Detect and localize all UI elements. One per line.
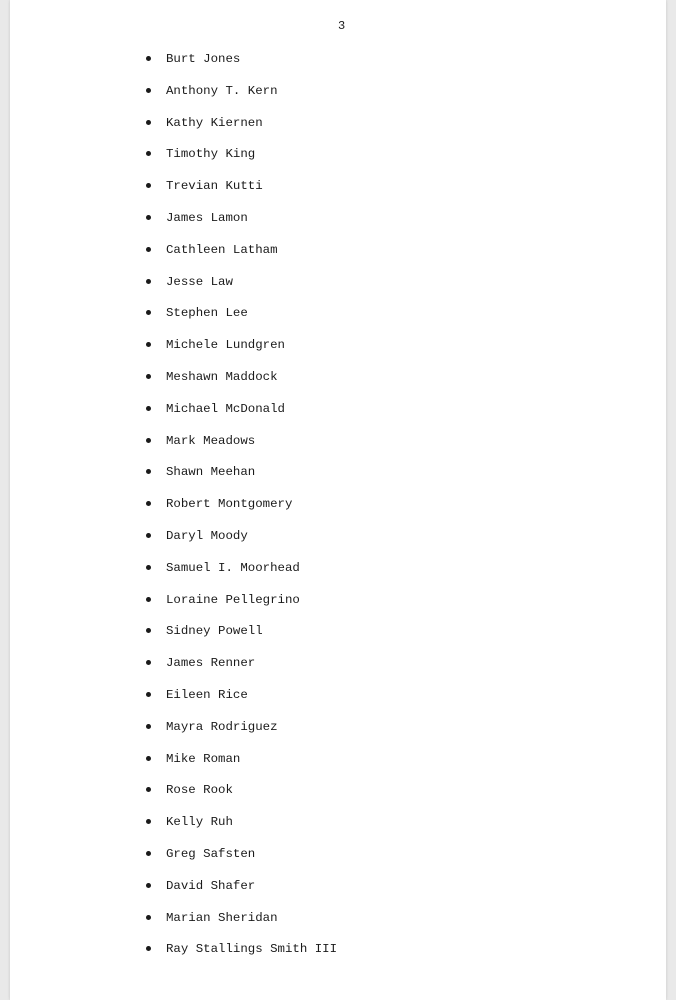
list-item-name: Rose Rook (166, 783, 233, 798)
list-item-name: James Lamon (166, 210, 248, 225)
bullet-icon (146, 183, 151, 188)
list-item-name: James Renner (166, 656, 256, 671)
list-item-name: Mayra Rodriguez (166, 719, 278, 734)
list-item-name: Michele Lundgren (166, 338, 285, 353)
list-item-name: Cathleen Latham (166, 242, 278, 257)
bullet-icon (146, 374, 151, 379)
list-item-name: Kathy Kiernen (166, 115, 263, 130)
bullet-icon (146, 247, 151, 252)
list-item-name: Daryl Moody (166, 528, 248, 543)
bullet-icon (146, 660, 151, 665)
bullet-icon (146, 501, 151, 506)
bullet-icon (146, 756, 151, 761)
list-item-name: Timothy King (166, 147, 256, 162)
bullet-icon (146, 120, 151, 125)
bullet-icon (146, 279, 151, 284)
list-item-name: Ray Stallings Smith III (166, 942, 338, 957)
list-item-name: Meshawn Maddock (166, 369, 278, 384)
page-number: 3 (338, 19, 346, 33)
list-item-name: Shawn Meehan (166, 465, 256, 480)
bullet-icon (146, 851, 151, 856)
list-item-name: Loraine Pellegrino (166, 592, 300, 607)
list-item-name: Kelly Ruh (166, 815, 233, 830)
list-item-name: Stephen Lee (166, 306, 248, 321)
bullet-icon (146, 883, 151, 888)
bullet-icon (146, 565, 151, 570)
bullet-icon (146, 342, 151, 347)
bullet-icon (146, 215, 151, 220)
list-item-name: Jesse Law (166, 274, 233, 289)
list-item-name: Mike Roman (166, 751, 241, 766)
list-item-name: David Shafer (166, 878, 256, 893)
bullet-icon (146, 56, 151, 61)
bullet-icon (146, 88, 151, 93)
list-item-name: Trevian Kutti (166, 179, 263, 194)
bullet-icon (146, 724, 151, 729)
list-item-name: Eileen Rice (166, 687, 248, 702)
list-item-name: Greg Safsten (166, 846, 256, 861)
bullet-icon (146, 692, 151, 697)
list-item-name: Sidney Powell (166, 624, 263, 639)
bullet-icon (146, 438, 151, 443)
bullet-icon (146, 310, 151, 315)
bullet-icon (146, 787, 151, 792)
bullet-icon (146, 628, 151, 633)
bullet-icon (146, 915, 151, 920)
list-item-name: Robert Montgomery (166, 497, 293, 512)
bullet-icon (146, 533, 151, 538)
list-item-name: Mark Meadows (166, 433, 256, 448)
list-item-name: Burt Jones (166, 52, 241, 66)
bullet-icon (146, 597, 151, 602)
document-page (10, 0, 666, 1000)
list-item-name: Michael McDonald (166, 401, 285, 416)
bullet-icon (146, 819, 151, 824)
bullet-icon (146, 469, 151, 474)
list-item-name: Anthony T. Kern (166, 83, 278, 98)
list-item-name: Samuel I. Moorhead (166, 560, 300, 575)
bullet-icon (146, 406, 151, 411)
bullet-icon (146, 151, 151, 156)
bullet-icon (146, 946, 151, 951)
list-item-name: Marian Sheridan (166, 910, 278, 925)
